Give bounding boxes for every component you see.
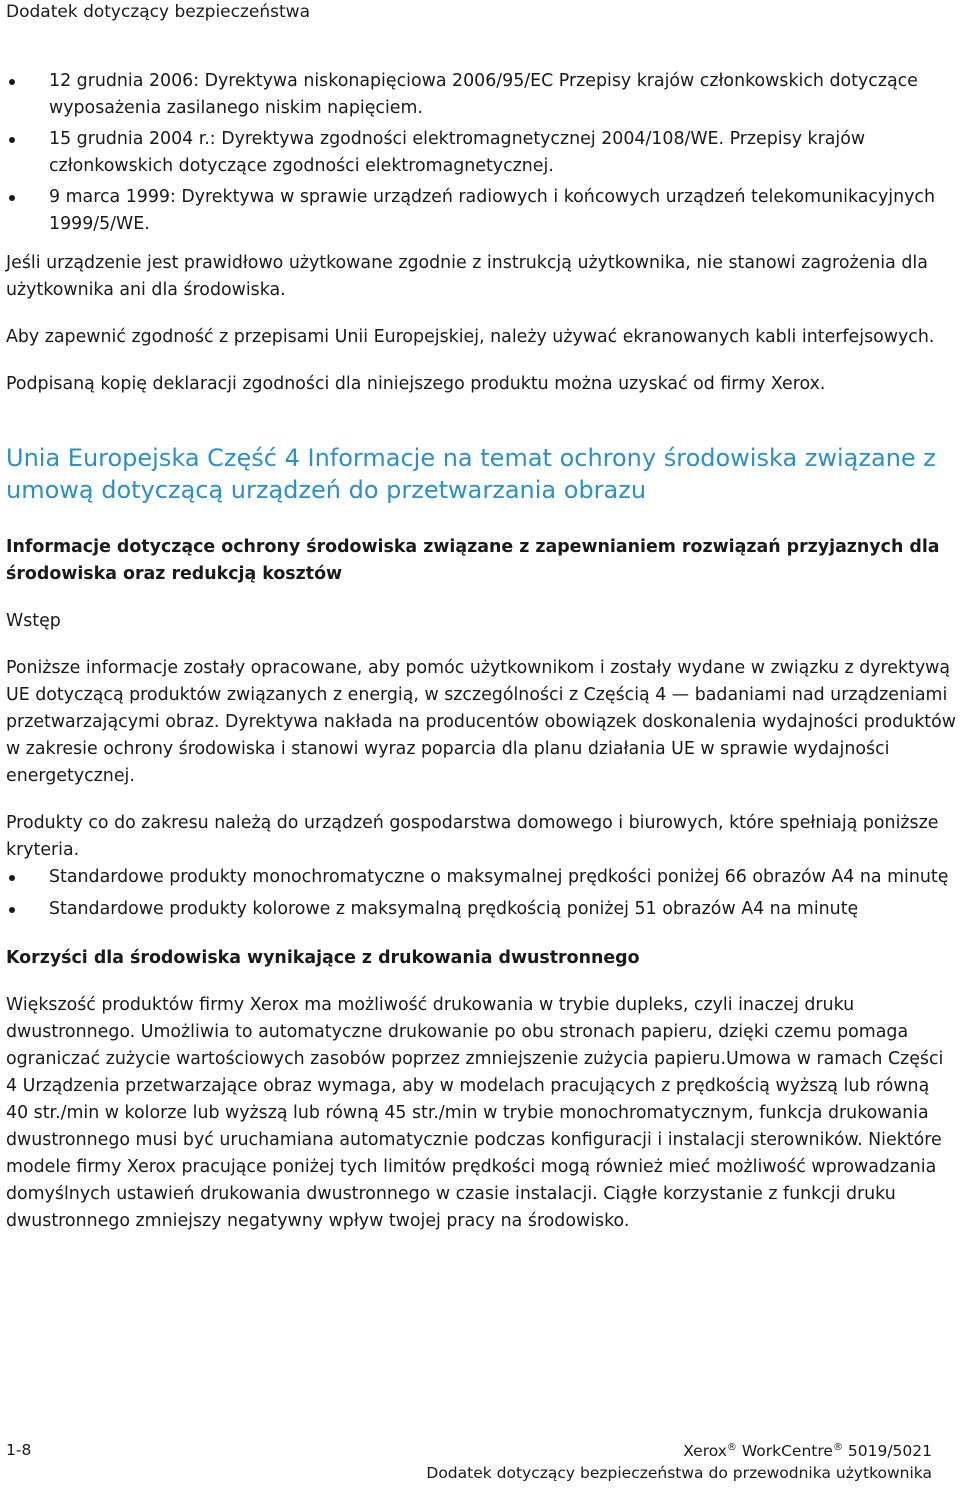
bullet-icon (9, 79, 15, 85)
list-item-text: 9 marca 1999: Dyrektywa w sprawie urządzeń radiowych i końcowych urządzeń telekomunikacyjnych 1999/5/WE. (49, 187, 935, 234)
footer-product-line (372, 1440, 932, 1462)
duplex-paragraph: Większość produktów firmy Xerox ma możliwość drukowania w trybie dupleks, czyli inaczej druku dwustronnego. Umożliwia to automatyczne drukowanie po obu stronach papieru, dzięki czemu pomaga ograniczać zużycie wartościowych zasobów poprzez zmniejszenie zużycia papieru.Umowa w ramach Części 4 Urządzenia przetwarzające obraz wymaga, aby w modelach pracujących z prędkością wyższą lub równą 40 str./min w kolorze lub wyższą lub równą 45 str./min w trybie monochromatycznym, funkcja drukowania dwustronnego musi być uruchamiana automatycznie podczas konfiguracji i instalacji sterowników. Niektóre modele firmy Xerox pracujące poniżej tych limitów prędkości mogą również mieć możliwość wprowadzania domyślnych ustawień drukowania dwustronnego w czasie instalacji. Ciągłe korzystanie z funkcji druku dwustronnego zmniejszy negatywny wpływ twojej pracy na środowisko. (6, 995, 944, 1231)
directives-list (6, 68, 956, 238)
section-title: Unia Europejska Część 4 Informacje na temat ochrony środowiska związane z umową dotyczącą urządzeń do przetwarzania obrazu (6, 444, 936, 504)
bullet-icon (9, 875, 15, 881)
declaration-paragraph: Podpisaną kopię deklaracji zgodności dla niniejszego produktu można uzyskać od firmy Xerox. (6, 374, 826, 394)
products-paragraph: Produkty co do zakresu należą do urządzeń gospodarstwa domowego i biurowych, które spełniają poniższe kryteria. (6, 813, 939, 860)
list-item-text: 15 grudnia 2004 r.: Dyrektywa zgodności elektromagnetycznej 2004/108/WE. Przepisy krajów członkowskich dotyczące zgodności elektromagnetycznej. (49, 129, 866, 176)
criteria-list (6, 864, 956, 923)
brand-name: Xerox (683, 1442, 727, 1460)
footer-product (372, 1440, 932, 1484)
intro-paragraph: Poniższe informacje zostały opracowane, aby pomóc użytkownikom i zostały wydane w związku z dyrektywą UE dotyczącą produktów związanych z energią, w szczególności z Częścią 4 — badaniami nad urządzeniami przetwarzającymi obraz. Dyrektywa nakłada na producentów obowiązek doskonalenia wydajności produktów w zakresie ochrony środowiska i stanowi wyraz poparcia dla planu działania UE w sprawie wydajności energetycznej. (6, 658, 956, 786)
registered-mark: ® (832, 1441, 843, 1453)
list-item (6, 184, 956, 238)
section-subtitle: Informacje dotyczące ochrony środowiska związane z zapewnianiem rozwiązań przyjaznych dla środowiska oraz redukcją kosztów (6, 537, 940, 584)
list-item (6, 126, 956, 180)
safety-paragraph: Jeśli urządzenie jest prawidłowo użytkowane zgodnie z instrukcją użytkownika, nie stanowi zagrożenia dla użytkownika ani dla środowiska. (6, 253, 928, 300)
list-item-text: Standardowe produkty kolorowe z maksymalną prędkością poniżej 51 obrazów A4 na minutę (49, 899, 859, 919)
list-item-text: 12 grudnia 2006: Dyrektywa niskonapięciowa 2006/95/EC Przepisy krajów członkowskich dotyczące wyposażenia zasilanego niskim napięciem. (49, 71, 918, 118)
intro-label: Wstęp (6, 611, 61, 631)
page-content (6, 68, 956, 1235)
product-name: WorkCentre (741, 1442, 833, 1460)
list-item (6, 68, 956, 122)
bullet-icon (9, 907, 15, 913)
list-item (6, 896, 956, 923)
bullet-icon (9, 137, 15, 143)
registered-mark: ® (726, 1441, 737, 1453)
cables-paragraph: Aby zapewnić zgodność z przepisami Unii Europejskiej, należy używać ekranowanych kabli interfejsowych. (6, 327, 935, 347)
model-number: 5019/5021 (847, 1442, 932, 1460)
running-header: Dodatek dotyczący bezpieczeństwa (6, 2, 310, 22)
duplex-title: Korzyści dla środowiska wynikające z drukowania dwustronnego (6, 948, 640, 968)
page-number: 1-8 (6, 1441, 32, 1459)
list-item (6, 864, 956, 891)
bullet-icon (9, 195, 15, 201)
guide-title: Dodatek dotyczący bezpieczeństwa do przewodnika użytkownika (426, 1464, 932, 1482)
list-item-text: Standardowe produkty monochromatyczne o maksymalnej prędkości poniżej 66 obrazów A4 na minutę (49, 867, 949, 887)
